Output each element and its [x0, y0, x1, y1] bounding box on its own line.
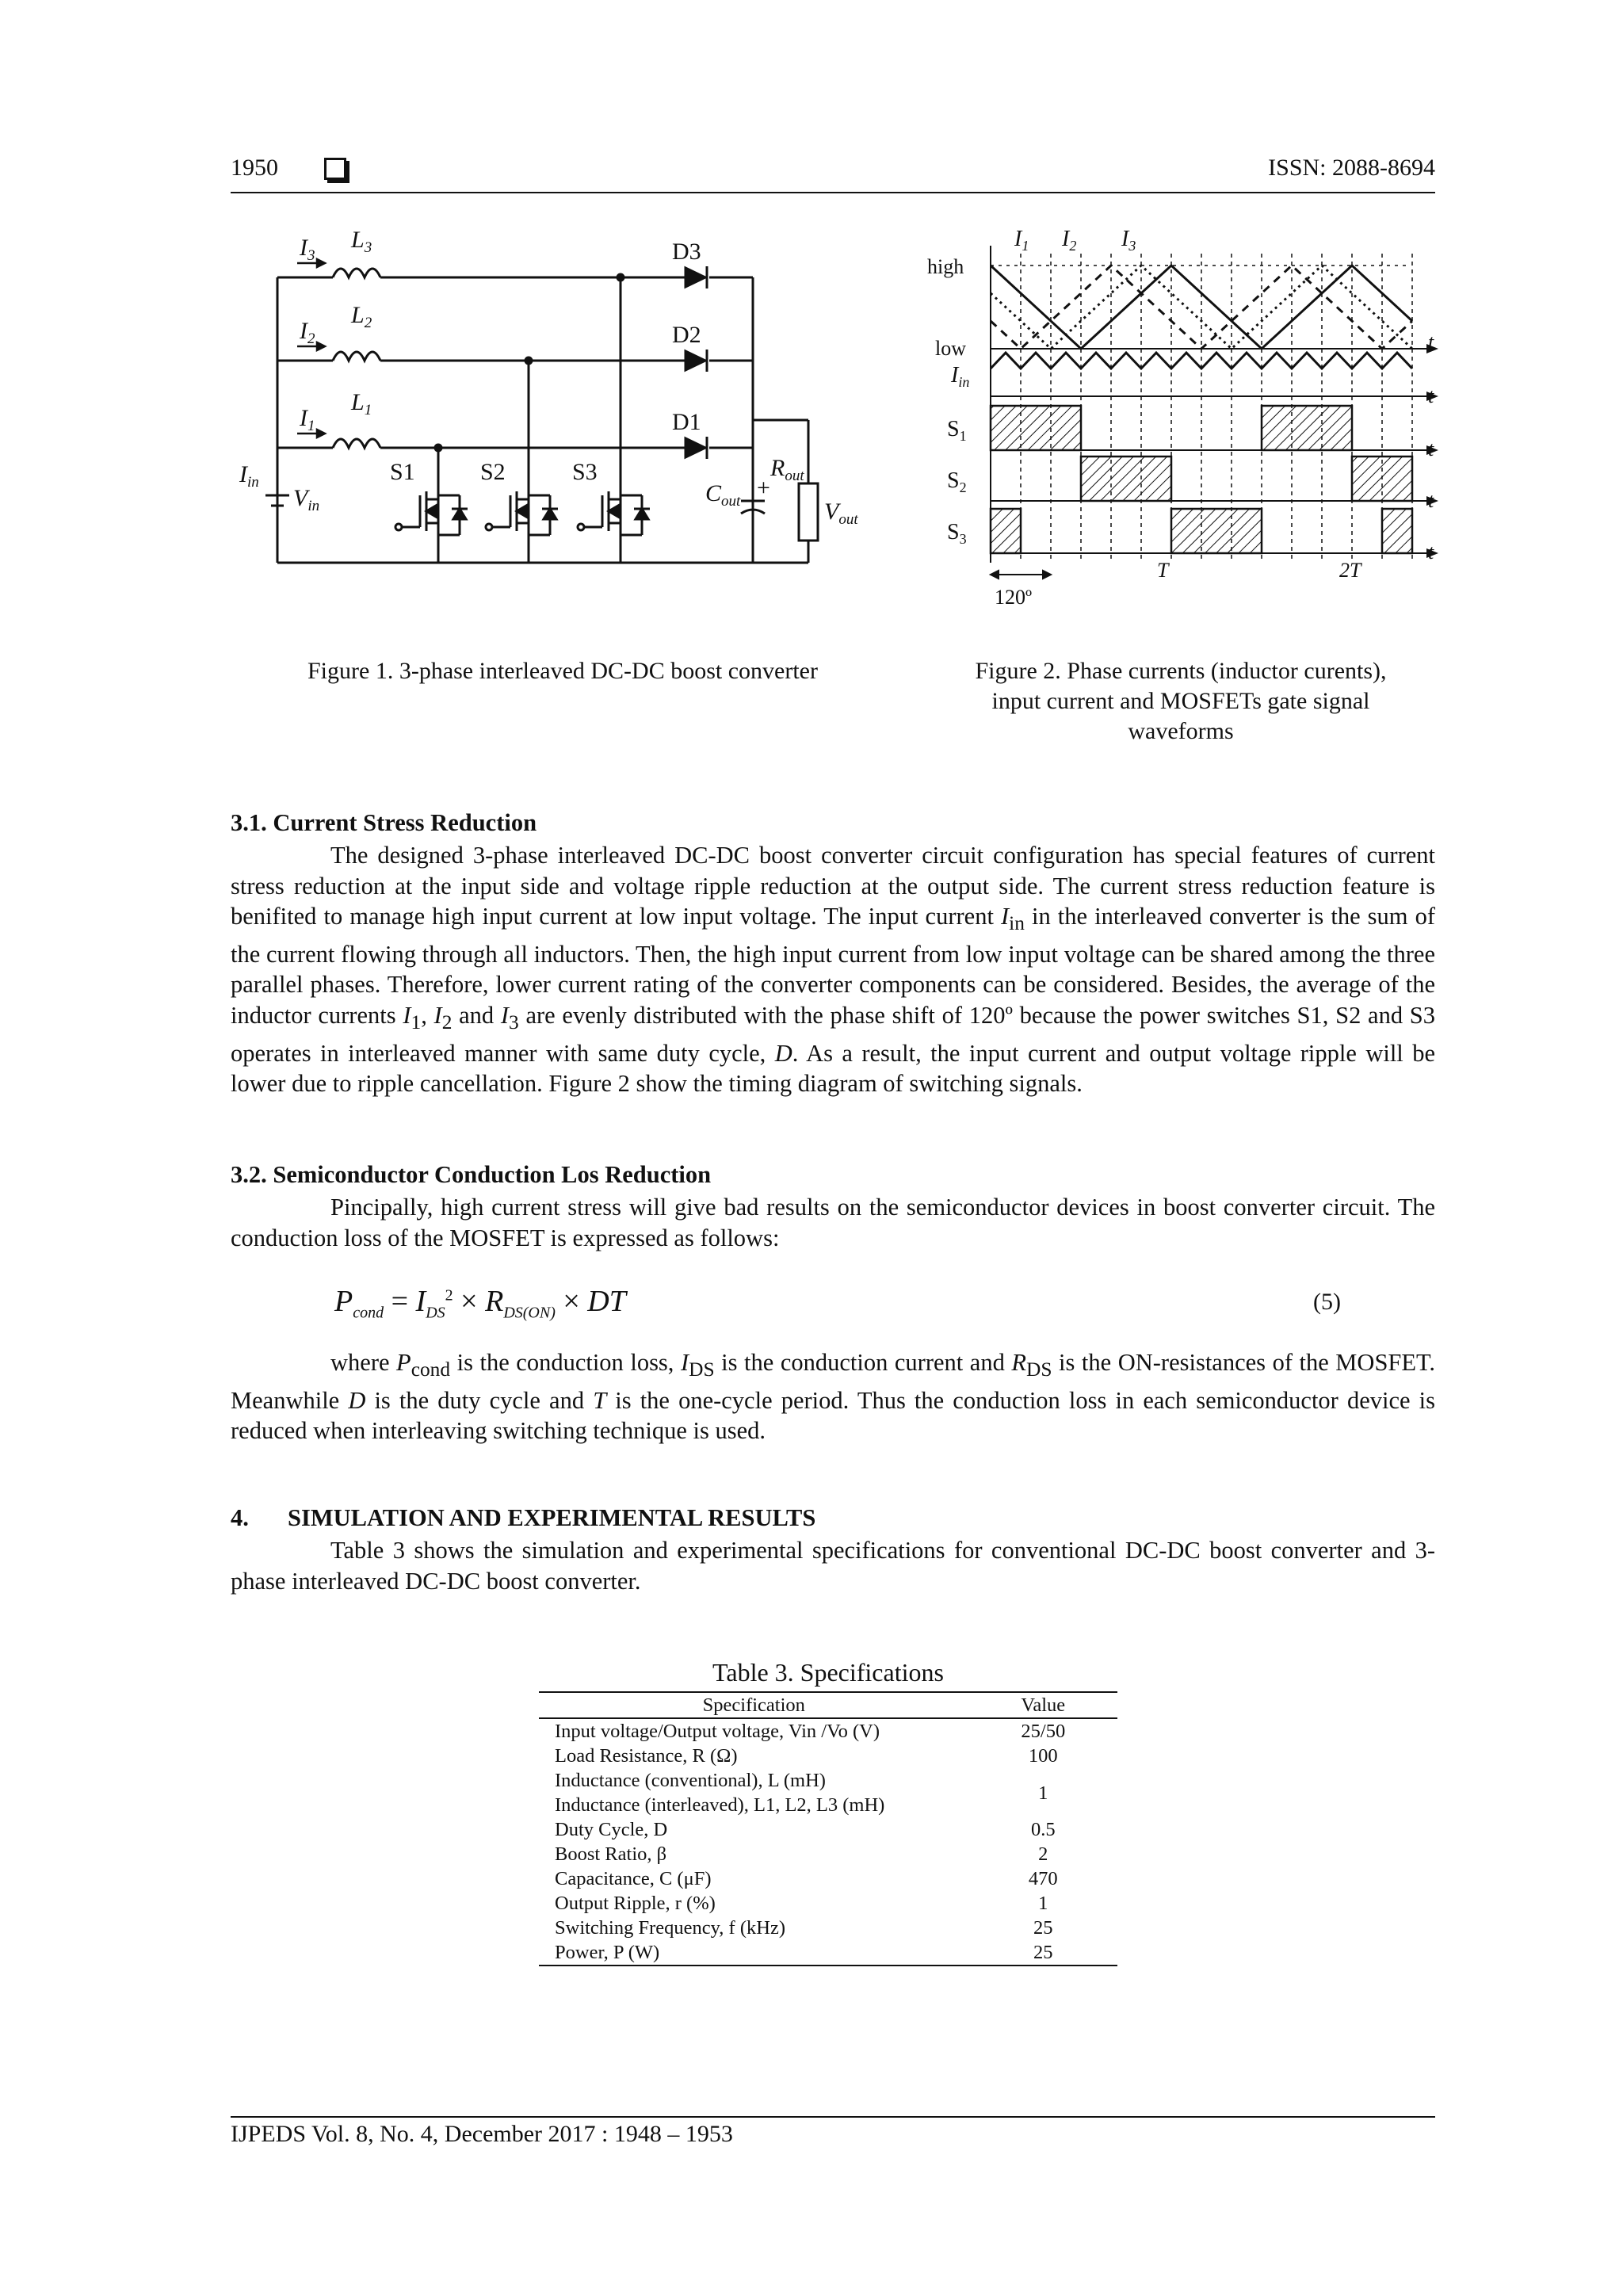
fig1-S2-label: S2	[480, 459, 506, 485]
section-3-2-body-2: where $P_{cond}$ is the conduction loss, $I_{DS}$ is the conduction current and $R_{DS}$ is the ON-resistances of the MOSFET. Meanwhile D is the duty cycle and T is the one-cycle period. Thus the conduction loss in each semiconductor device is reduced when interleaving switching technique is used.	[231, 1349, 1435, 1445]
issn: ISSN: 2088-8694	[1268, 155, 1435, 181]
equation-5: $P_{cond} = I_{DS}^2 \times R_{DS(ON)}$ × DT	[334, 1285, 626, 1322]
table-row: Input voltage/Output voltage, Vin /Vo (V) 25/50	[555, 1721, 1066, 1742]
table-row: Output Ripple, r (%) 1	[555, 1893, 1048, 1914]
fig2-S1-label: $S_1$	[947, 417, 967, 444]
page-number: 1950	[231, 155, 278, 181]
fig1-L1-label: $L_1$	[351, 389, 372, 418]
fig2-I3-label: $I_3$	[1121, 227, 1136, 254]
table3-title: Table 3. Specifications	[712, 1658, 944, 1687]
fig1-I1-label: $I_1$	[300, 405, 315, 434]
fig2-T-label: T	[1157, 559, 1169, 582]
figure2-caption-line2: input current and MOSFETs gate signal	[991, 688, 1370, 714]
fig2-S2-label: $S_2$	[947, 468, 967, 495]
header-square-icon	[324, 158, 346, 180]
figure2-waveforms	[919, 222, 1442, 618]
table-row: Capacitance, C (μF) 470	[555, 1868, 1058, 1889]
fig2-t-axis-4: t	[1428, 489, 1434, 512]
footer-text: IJPEDS Vol. 8, No. 4, December 2017 : 1948 – 1953	[231, 2121, 733, 2147]
fig1-D3-label: D3	[672, 239, 701, 265]
fig1-Vout-label: $V_{out}$	[824, 499, 858, 528]
footer-rule	[231, 2116, 1435, 2118]
header-rule	[231, 192, 1435, 193]
fig2-high-label: high	[927, 255, 964, 278]
table3-header-spec: Specification	[702, 1694, 805, 1716]
fig1-L2-label: $L_2$	[351, 302, 372, 331]
fig2-2T-label: 2T	[1339, 559, 1361, 582]
fig1-L3-label: $L_3$	[351, 227, 372, 256]
fig2-t-axis-3: t	[1428, 437, 1434, 460]
fig1-Vin-label: $V_{in}$	[293, 485, 320, 514]
fig2-t-axis-1: t	[1428, 330, 1434, 353]
table-row: Inductance (interleaved), L1, L2, L3 (mH)	[555, 1794, 885, 1816]
fig2-I1-label: $I_1$	[1014, 227, 1029, 254]
fig1-D1-label: D1	[672, 409, 701, 435]
fig1-I2-label: $I_2$	[300, 318, 315, 347]
table3-header-value: Value	[1021, 1694, 1066, 1716]
section-4-heading: 4. SIMULATION AND EXPERIMENTAL RESULTS	[231, 1504, 816, 1531]
fig2-S3-label: $S_3$	[947, 520, 967, 547]
table-row: Duty Cycle, D 0.5	[555, 1819, 1056, 1840]
table-row: Boost Ratio, β 2	[555, 1843, 1048, 1865]
equation-number: (5)	[1313, 1289, 1341, 1315]
fig1-D2-label: D2	[672, 322, 701, 348]
fig1-S1-label: S1	[390, 459, 415, 485]
fig2-phase-label: 120º	[995, 586, 1033, 609]
figure2-caption	[903, 656, 1458, 747]
fig2-I2-label: $I_2$	[1062, 227, 1077, 254]
section-3-1-heading: 3.1. Current Stress Reduction	[231, 809, 537, 836]
table-row: Power, P (W) 25	[555, 1942, 1053, 1963]
fig1-I3-label: $I_3$	[300, 235, 315, 264]
figure1-circuit	[238, 222, 888, 586]
figure2-caption-line3: waveforms	[1128, 718, 1234, 744]
fig2-Iin-label: $I_{in}$	[951, 363, 970, 390]
section-4-body: Table 3 shows the simulation and experimental specifications for conventional DC-DC boost converter and 3-phase interleaved DC-DC boost converter.	[231, 1537, 1435, 1595]
fig1-plus-label: +	[757, 475, 770, 501]
table-row: Switching Frequency, f (kHz) 25	[555, 1917, 1053, 1939]
figure1-caption: Figure 1. 3-phase interleaved DC-DC boost converter	[307, 658, 818, 684]
section-3-2-body: Pincipally, high current stress will give bad results on the semiconductor devices in boost converter circuit. The conduction loss of the MOSFET is expressed as follows:	[231, 1194, 1435, 1251]
table3	[539, 1691, 1117, 1966]
table-row: Inductance (conventional), L (mH) 1	[555, 1770, 1048, 1804]
fig1-S3-label: S3	[572, 459, 598, 485]
fig2-t-axis-5: t	[1428, 541, 1434, 563]
fig2-low-label: low	[935, 337, 966, 360]
fig2-t-axis-2: t	[1428, 384, 1434, 407]
table-row: Load Resistance, R (Ω) 100	[555, 1745, 1058, 1767]
fig1-Cout-label: $C_{out}$	[705, 480, 741, 510]
section-3-1-body: The designed 3-phase interleaved DC-DC boost converter circuit configuration has special features of current stress reduction at the input side and voltage ripple reduction at the output side. The current stress reduction feature is benifited to manage high input current at low input voltage. The input current $I_{in}$ in the interleaved converter is the sum of the current flowing through all inductors. Then, the high input current from low input voltage can be shared among the three parallel phases. Therefore, lower current rating of the converter components can be considered. Besides, the average of the inductor currents $I_1$, $I_2$ and $I_3$ are evenly distributed with the phase shift of 120º because the power switches S1, S2 and S3 operates in interleaved manner with same duty cycle, D. As a result, the input current and output voltage ripple will be lower due to ripple cancellation. Figure 2 show the timing diagram of switching signals.	[231, 842, 1436, 1098]
section-3-2-heading: 3.2. Semiconductor Conduction Los Reduction	[231, 1161, 712, 1188]
fig1-Iin-label: $I_{in}$	[239, 461, 259, 491]
figure2-caption-line1: Figure 2. Phase currents (inductor curents),	[975, 658, 1387, 684]
fig1-Rout-label: $R_{out}$	[770, 455, 804, 484]
